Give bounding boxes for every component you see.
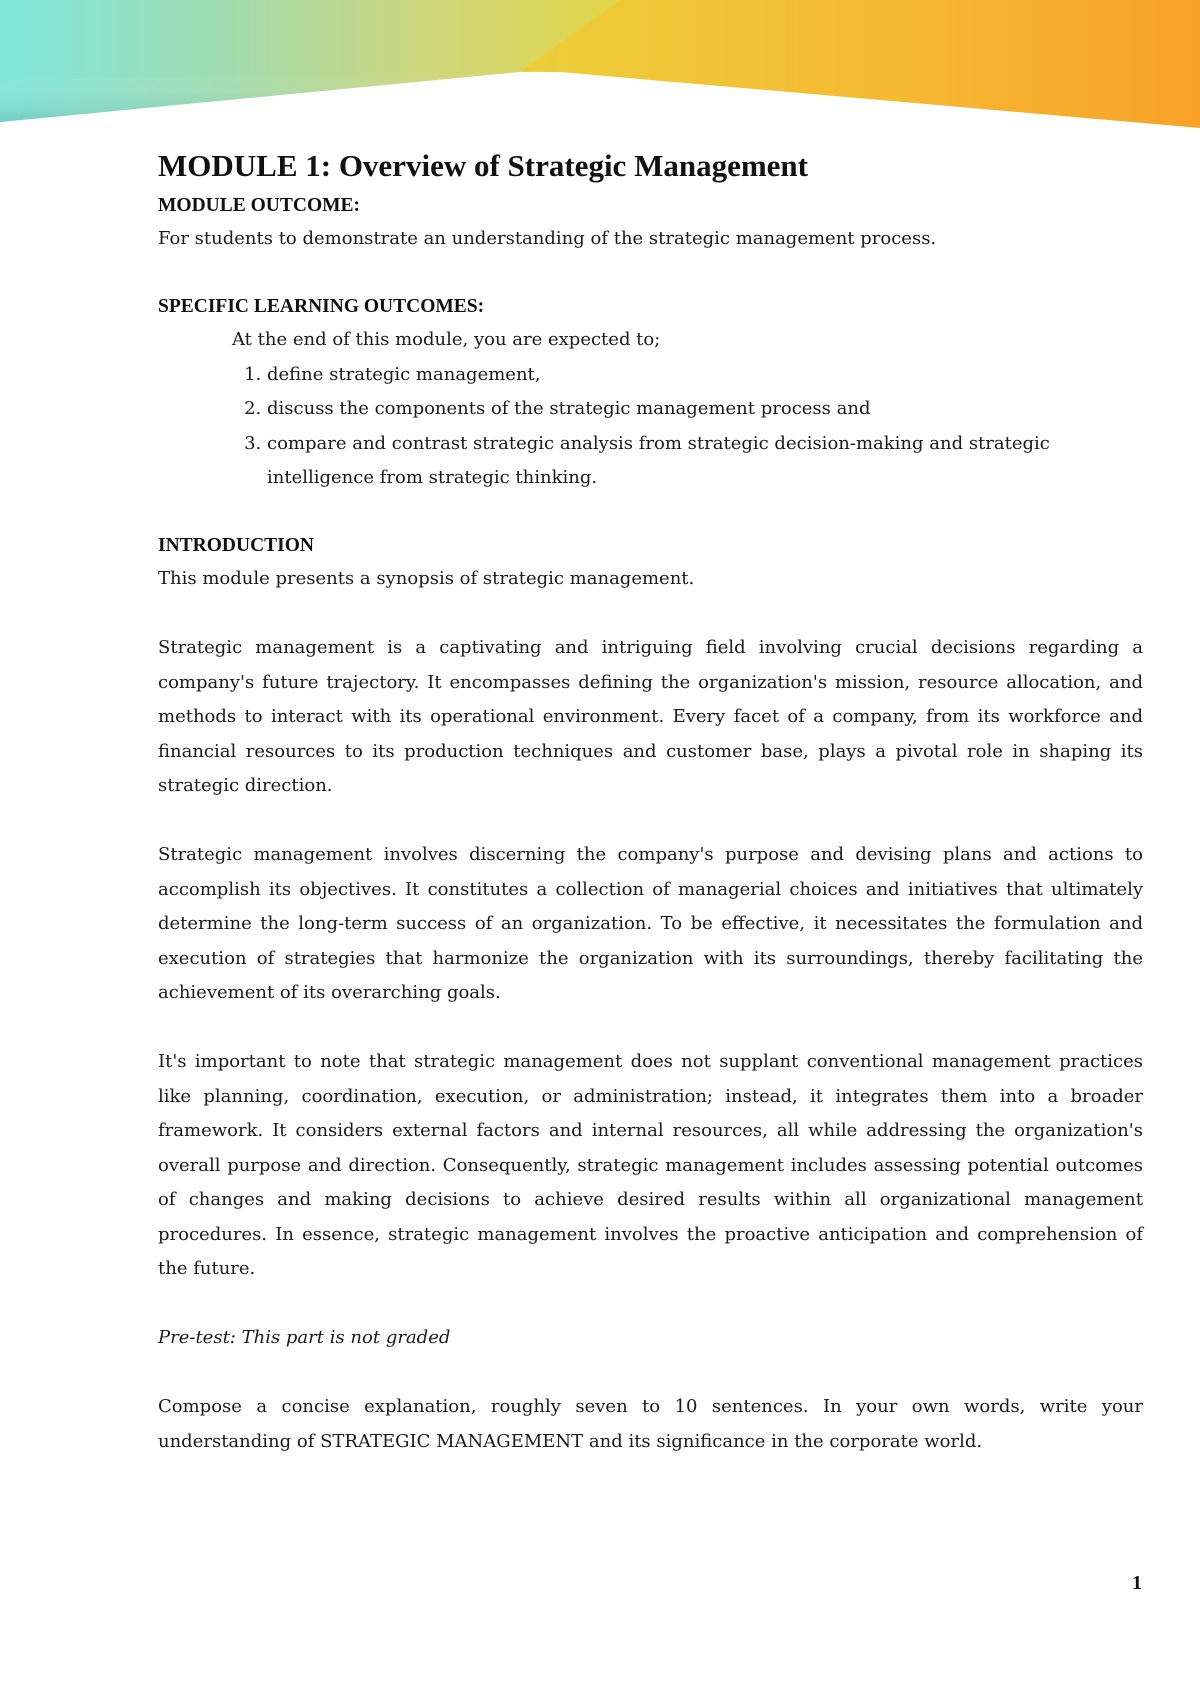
outcome-item: 3. compare and contrast strategic analysis from strategic decision-making and strategic intelligence from strategic thinking. <box>267 427 1143 496</box>
introduction-lead: This module presents a synopsis of strategic management. <box>158 568 695 589</box>
module-title: MODULE 1: Overview of Strategic Management <box>158 148 808 183</box>
spacer <box>158 1011 1143 1046</box>
pretest-instructions: Compose a concise explanation, roughly seven to 10 sentences. In your own words, write your understanding of STRATEGIC MANAGEMENT and its significance in the corporate world. <box>158 1396 1143 1452</box>
header-banner-decoration <box>0 0 1200 135</box>
outcome-item: 1. define strategic management, <box>267 358 1143 393</box>
module-outcome-text: For students to demonstrate an understanding of the strategic management process. <box>158 228 937 249</box>
spacer <box>158 496 1143 531</box>
module-page-content <box>158 146 1143 1459</box>
spacer <box>158 804 1143 839</box>
specific-outcomes-label: SPECIFIC LEARNING OUTCOMES: <box>158 296 485 317</box>
introduction-paragraph: Strategic management involves discerning the company's purpose and devising plans and actions to accomplish its objectives. It constitutes a collection of managerial choices and initiatives that ultimately determine the long-term success of an organization. To be effective, it necessitates the formulation and execution of strategies that harmonize the organization with its surroundings, thereby facilitating the achievement of its overarching goals. <box>158 844 1143 1003</box>
outcome-item: 2. discuss the components of the strategic management process and <box>267 392 1143 427</box>
spacer <box>158 597 1143 632</box>
introduction-label: INTRODUCTION <box>158 535 315 556</box>
introduction-paragraph: Strategic management is a captivating and intriguing field involving crucial decisions regarding a company's future trajectory. It encompasses defining the organization's mission, resource allocation, and methods to interact with its operational environment. Every facet of a company, from its workforce and financial resources to its production techniques and customer base, plays a pivotal role in shaping its strategic direction. <box>158 637 1143 796</box>
specific-outcomes-list <box>158 358 1143 496</box>
spacer <box>158 257 1143 292</box>
spacer <box>158 1287 1143 1322</box>
pretest-label: Pre-test: This part is not graded <box>158 1327 451 1348</box>
module-outcome-label: MODULE OUTCOME: <box>158 195 361 216</box>
spacer <box>158 1356 1143 1391</box>
page-number: 1 <box>1132 1572 1142 1594</box>
specific-outcomes-intro: At the end of this module, you are expected to; <box>232 329 661 350</box>
introduction-paragraph: It's important to note that strategic management does not supplant conventional management practices like planning, coordination, execution, or administration; instead, it integrates them into a broader framework. It considers external factors and internal resources, all while addressing the organization's overall purpose and direction. Consequently, strategic management includes assessing potential outcomes of changes and making decisions to achieve desired results within all organizational management procedures. In essence, strategic management involves the proactive anticipation and comprehension of the future. <box>158 1051 1143 1279</box>
